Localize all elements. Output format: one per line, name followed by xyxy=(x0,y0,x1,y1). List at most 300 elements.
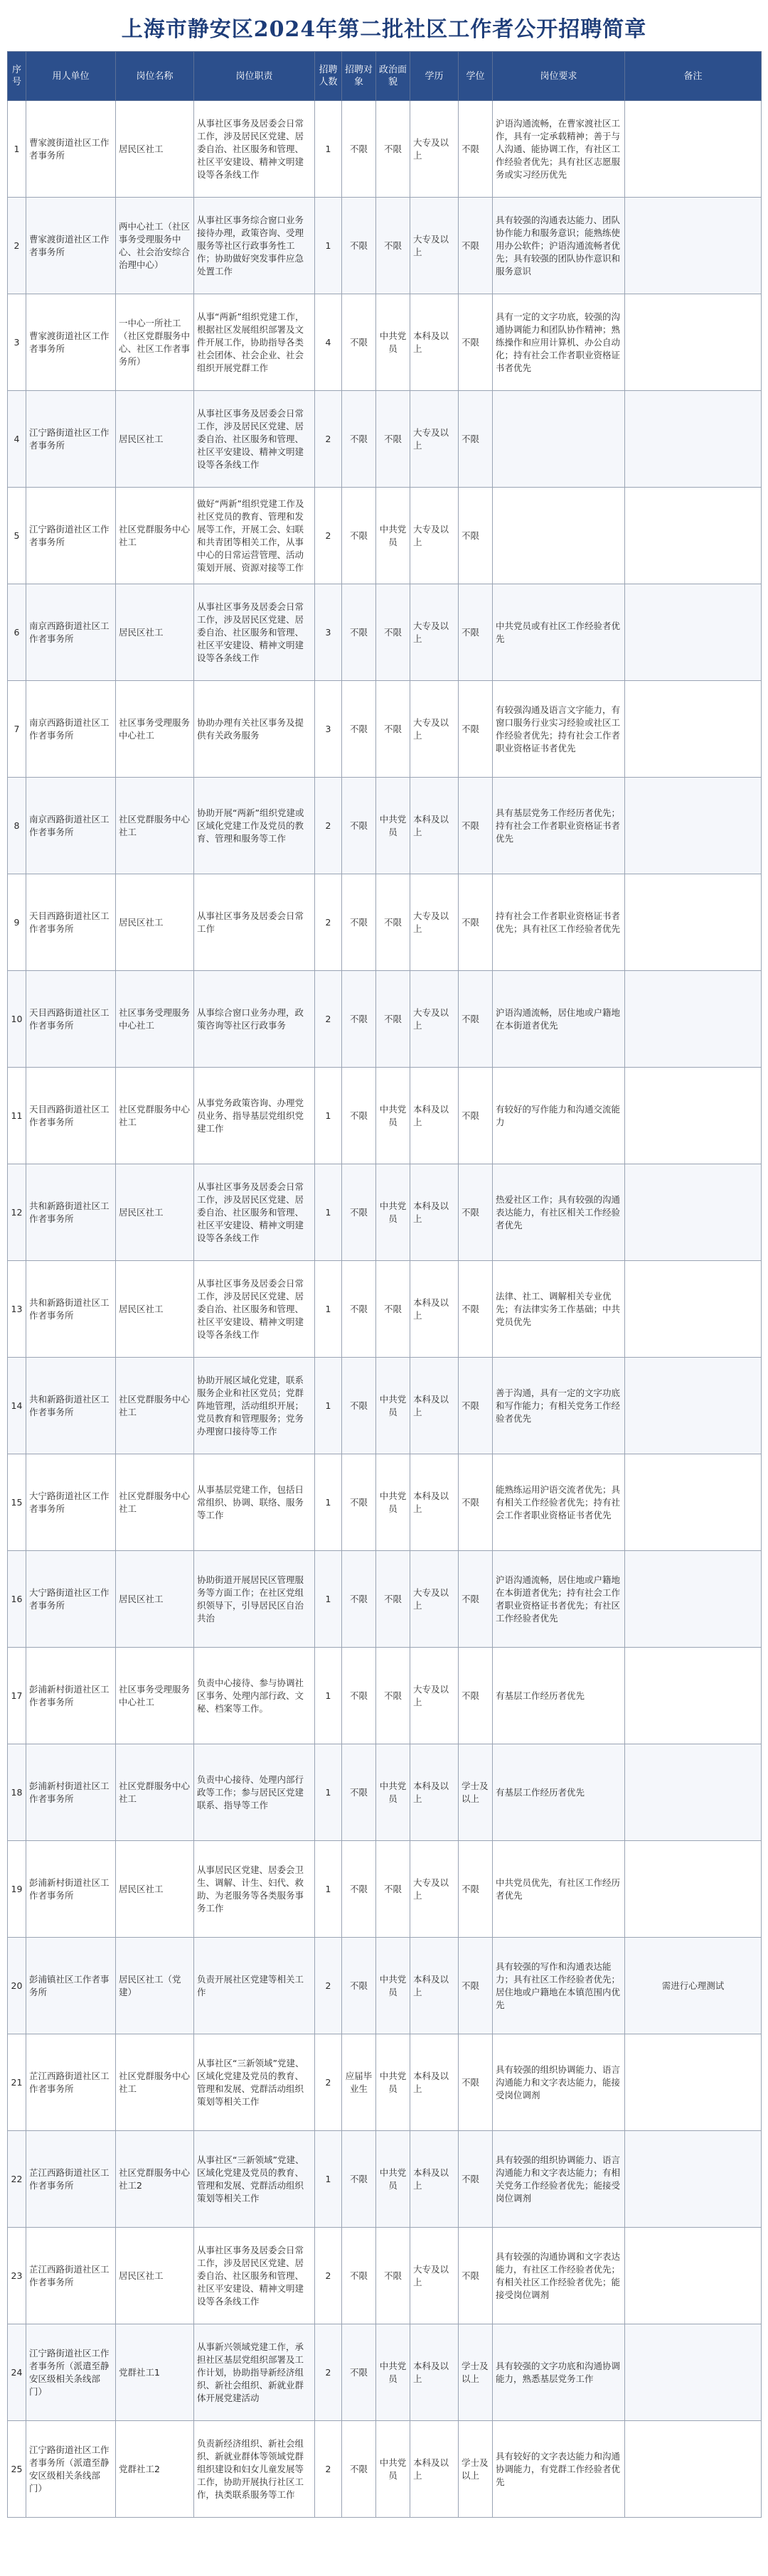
cell-post-text: 居民区社工 xyxy=(119,1303,164,1314)
cell-no xyxy=(8,584,26,681)
cell-degree xyxy=(459,2228,493,2324)
cell-post xyxy=(116,2421,194,2518)
header-duty: 岗位职责 xyxy=(194,52,315,101)
cell-requirements xyxy=(493,1068,625,1164)
cell-requirements xyxy=(493,584,625,681)
cell-no xyxy=(8,2228,26,2324)
cell-target xyxy=(342,101,376,198)
cell-note xyxy=(625,2324,762,2421)
cell-duty-text: 从事“两新”组织党建工作，根据社区发展组织部署及文件开展工作，协助指导各类社会团体、社会企业、社会组织开展党群工作 xyxy=(197,311,304,373)
cell-post-text: 居民区社工（党建） xyxy=(119,1973,181,1997)
table-body xyxy=(8,101,762,2518)
cell-target xyxy=(342,294,376,391)
table-row xyxy=(8,391,762,488)
cell-no xyxy=(8,294,26,391)
cell-education-text: 大专及以上 xyxy=(413,620,449,644)
cell-note xyxy=(625,1551,762,1648)
cell-unit xyxy=(26,1841,116,1938)
table-row xyxy=(8,488,762,584)
cell-requirements xyxy=(493,1454,625,1551)
cell-degree xyxy=(459,778,493,874)
cell-target xyxy=(342,584,376,681)
cell-num xyxy=(315,2324,342,2421)
cell-unit-text: 曹家渡街道社区工作者事务所 xyxy=(29,233,110,257)
cell-num xyxy=(315,584,342,681)
cell-degree xyxy=(459,488,493,584)
cell-degree-text: 不限 xyxy=(462,336,480,348)
cell-num-text: 2 xyxy=(325,916,331,928)
cell-note xyxy=(625,488,762,584)
cell-unit xyxy=(26,1454,116,1551)
table-row xyxy=(8,971,762,1068)
cell-political-text: 中共党员 xyxy=(379,1103,407,1127)
cell-no-text: 19 xyxy=(11,1883,23,1894)
cell-political-text: 中共党员 xyxy=(379,1973,407,1997)
cell-requirements-text: 具有较强的组织协调能力、语言沟通能力和文字表达能力；有相关党务工作经验者优先；能接受岗位调剂 xyxy=(496,2154,621,2204)
cell-target xyxy=(342,1454,376,1551)
cell-degree-text: 不限 xyxy=(462,1690,480,1701)
cell-num xyxy=(315,1938,342,2034)
cell-political xyxy=(376,294,410,391)
cell-duty-text: 协助街道开展居民区管理服务等方面工作；在社区党组织领导下，引导居民区自治共治 xyxy=(197,1574,304,1624)
cell-post-text: 党群社工2 xyxy=(119,2463,160,2474)
cell-political-text: 中共党员 xyxy=(379,1780,407,1804)
cell-education xyxy=(410,2131,459,2228)
cell-num xyxy=(315,294,342,391)
cell-target-text: 不限 xyxy=(349,240,368,251)
cell-education-text: 本科及以上 xyxy=(413,1297,449,1321)
cell-requirements xyxy=(493,488,625,584)
cell-post-text: 社区党群服务中心社工 xyxy=(119,1393,191,1417)
cell-requirements-text: 热爱社区工作；具有较强的沟通表达能力，有社区相关工作经验者优先 xyxy=(496,1193,621,1230)
cell-target-text: 不限 xyxy=(349,1786,368,1798)
table-row xyxy=(8,2228,762,2324)
cell-duty-text: 从事综合窗口业务办理，政策咨询等社区行政事务 xyxy=(197,1007,304,1031)
cell-political-text: 不限 xyxy=(383,916,402,928)
cell-political xyxy=(376,1841,410,1938)
cell-target-text: 不限 xyxy=(349,626,368,638)
header-target: 招聘对象 xyxy=(342,52,376,101)
cell-num xyxy=(315,1068,342,1164)
cell-post xyxy=(116,874,194,971)
cell-duty-text: 从事社区事务及居委会日常工作，涉及居民区党建、居委自治、社区服务和管理、社区平安建设、精神文明建设等各条线工作 xyxy=(197,407,304,470)
cell-education-text: 大专及以上 xyxy=(413,717,449,741)
cell-target xyxy=(342,681,376,778)
cell-education-text: 大专及以上 xyxy=(413,1683,449,1707)
cell-degree-text: 不限 xyxy=(462,1593,480,1604)
cell-num xyxy=(315,1744,342,1841)
cell-unit xyxy=(26,1164,116,1261)
cell-degree xyxy=(459,1744,493,1841)
cell-num xyxy=(315,778,342,874)
cell-target-text: 应届毕业生 xyxy=(345,2070,373,2094)
cell-no xyxy=(8,778,26,874)
cell-target xyxy=(342,874,376,971)
cell-political-text: 不限 xyxy=(383,240,402,251)
cell-requirements xyxy=(493,1358,625,1454)
cell-target xyxy=(342,1551,376,1648)
cell-duty-text: 做好“两新”组织党建工作及社区党员的教育、管理和发展等工作，开展工会、妇联和共青团等相关工作，从事中心的日常运营管理、活动策划开展、资源对接等工作 xyxy=(197,498,304,573)
table-row xyxy=(8,1164,762,1261)
cell-num-text: 2 xyxy=(325,433,331,444)
cell-target xyxy=(342,1358,376,1454)
table-row xyxy=(8,2131,762,2228)
cell-education xyxy=(410,874,459,971)
header-political: 政治面貌 xyxy=(376,52,410,101)
cell-num-text: 1 xyxy=(325,1690,331,1701)
cell-degree-text: 不限 xyxy=(462,916,480,928)
cell-education xyxy=(410,971,459,1068)
cell-duty-text: 从事社区事务及居委会日常工作，涉及居民区党建、居委自治、社区服务和管理、社区平安建设、精神文明建设等各条线工作 xyxy=(197,601,304,663)
cell-no xyxy=(8,101,26,198)
table-row xyxy=(8,1648,762,1744)
cell-education-text: 本科及以上 xyxy=(413,1200,449,1224)
table-row xyxy=(8,1841,762,1938)
cell-unit-text: 天目西路街道社区工作者事务所 xyxy=(29,910,110,934)
table-row xyxy=(8,681,762,778)
cell-degree-text: 不限 xyxy=(462,1496,480,1508)
cell-no xyxy=(8,681,26,778)
cell-duty-text: 负责中心接待、参与协调社区事务、处理内部行政、文秘、档案等工作。 xyxy=(197,1677,304,1714)
cell-unit-text: 大宁路街道社区工作者事务所 xyxy=(29,1490,110,1514)
cell-note xyxy=(625,1164,762,1261)
cell-unit xyxy=(26,681,116,778)
cell-degree-text: 不限 xyxy=(462,2173,480,2184)
cell-post-text: 社区党群服务中心社工 xyxy=(119,523,191,547)
cell-degree-text: 不限 xyxy=(462,1303,480,1314)
cell-requirements xyxy=(493,198,625,294)
cell-no-text: 5 xyxy=(14,530,20,541)
cell-num-text: 2 xyxy=(325,1013,331,1024)
cell-num-text: 4 xyxy=(325,336,331,348)
cell-education-text: 大专及以上 xyxy=(413,523,449,547)
cell-political-text: 中共党员 xyxy=(379,330,407,354)
cell-num-text: 1 xyxy=(325,240,331,251)
cell-requirements xyxy=(493,778,625,874)
cell-target xyxy=(342,1841,376,1938)
cell-education-text: 大专及以上 xyxy=(413,136,449,161)
cell-political-text: 不限 xyxy=(383,1690,402,1701)
cell-education-text: 本科及以上 xyxy=(413,1393,449,1417)
cell-requirements xyxy=(493,1261,625,1358)
cell-education xyxy=(410,778,459,874)
cell-education xyxy=(410,681,459,778)
cell-num xyxy=(315,101,342,198)
cell-education xyxy=(410,1454,459,1551)
cell-no-text: 21 xyxy=(11,2076,23,2088)
cell-num xyxy=(315,1358,342,1454)
cell-post-text: 居民区社工 xyxy=(119,1206,164,1218)
cell-requirements xyxy=(493,1744,625,1841)
cell-education-text: 大专及以上 xyxy=(413,426,449,451)
cell-post-text: 党群社工1 xyxy=(119,2366,160,2378)
cell-political xyxy=(376,2131,410,2228)
cell-education-text: 本科及以上 xyxy=(413,330,449,354)
cell-post-text: 居民区社工 xyxy=(119,2270,164,2281)
header-post: 岗位名称 xyxy=(116,52,194,101)
cell-note xyxy=(625,778,762,874)
cell-political-text: 不限 xyxy=(383,1303,402,1314)
cell-num-text: 2 xyxy=(325,530,331,541)
cell-post xyxy=(116,488,194,584)
cell-political-text: 中共党员 xyxy=(379,523,407,547)
cell-post-text: 社区党群服务中心社工2 xyxy=(119,2167,191,2191)
cell-post-text: 居民区社工 xyxy=(119,1883,164,1894)
cell-target-text: 不限 xyxy=(349,1883,368,1894)
cell-target-text: 不限 xyxy=(349,820,368,831)
cell-note xyxy=(625,1841,762,1938)
cell-requirements-text: 具有较强的文字功底和沟通协调能力，熟悉基层党务工作 xyxy=(496,2360,621,2384)
cell-degree xyxy=(459,584,493,681)
cell-no xyxy=(8,2034,26,2131)
cell-duty-text: 从事基层党建工作，包括日常组织、协调、联络、服务等工作 xyxy=(197,1483,304,1520)
cell-requirements-text: 中共党员优先，有社区工作经历者优先 xyxy=(496,1877,621,1901)
cell-education xyxy=(410,294,459,391)
cell-no-text: 24 xyxy=(11,2366,23,2378)
cell-degree xyxy=(459,874,493,971)
header-requirements: 岗位要求 xyxy=(493,52,625,101)
cell-target xyxy=(342,2228,376,2324)
cell-degree xyxy=(459,681,493,778)
cell-num-text: 2 xyxy=(325,2463,331,2474)
cell-requirements-text: 具有较强的写作和沟通表达能力；具有社区工作经验者优先；居住地或户籍地在本镇范围内优先 xyxy=(496,1960,621,2010)
cell-requirements-text: 法律、社工、调解相关专业优先；有法律实务工作基础；中共党员优先 xyxy=(496,1290,621,1327)
table-row xyxy=(8,294,762,391)
cell-post xyxy=(116,1841,194,1938)
table-row xyxy=(8,198,762,294)
cell-education xyxy=(410,2034,459,2131)
cell-num-text: 1 xyxy=(325,1786,331,1798)
cell-post xyxy=(116,2034,194,2131)
cell-education-text: 本科及以上 xyxy=(413,813,449,837)
cell-no-text: 6 xyxy=(14,626,20,638)
cell-no xyxy=(8,1744,26,1841)
cell-unit xyxy=(26,1744,116,1841)
cell-post xyxy=(116,778,194,874)
cell-num-text: 2 xyxy=(325,2270,331,2281)
cell-unit-text: 曹家渡街道社区工作者事务所 xyxy=(29,136,110,161)
cell-political-text: 中共党员 xyxy=(379,2167,407,2191)
cell-unit-text: 彭浦新村街道社区工作者事务所 xyxy=(29,1683,110,1707)
cell-education-text: 本科及以上 xyxy=(413,1973,449,1997)
cell-duty xyxy=(194,1068,315,1164)
cell-target-text: 不限 xyxy=(349,723,368,734)
cell-num-text: 3 xyxy=(325,723,331,734)
cell-target-text: 不限 xyxy=(349,336,368,348)
cell-education-text: 大专及以上 xyxy=(413,1587,449,1611)
recruitment-table xyxy=(7,51,762,2518)
cell-unit-text: 大宁路街道社区工作者事务所 xyxy=(29,1587,110,1611)
cell-unit-text: 共和新路街道社区工作者事务所 xyxy=(29,1200,110,1224)
cell-education xyxy=(410,101,459,198)
cell-unit-text: 共和新路街道社区工作者事务所 xyxy=(29,1393,110,1417)
cell-note xyxy=(625,294,762,391)
cell-duty-text: 从事社区事务及居委会日常工作，涉及居民区党建、居委自治、社区服务和管理、社区平安建设、精神文明建设等各条线工作 xyxy=(197,1277,304,1340)
cell-requirements-text: 有基层工作经历者优先 xyxy=(496,1786,585,1798)
cell-target-text: 不限 xyxy=(349,2270,368,2281)
cell-degree-text: 不限 xyxy=(462,1206,480,1218)
cell-post-text: 一中心一所社工（社区党群服务中心、社区工作者事务所） xyxy=(119,317,191,367)
cell-political-text: 不限 xyxy=(383,2270,402,2281)
cell-unit xyxy=(26,2228,116,2324)
cell-post-text: 社区事务受理服务中心社工 xyxy=(119,717,191,741)
cell-education xyxy=(410,1068,459,1164)
cell-no-text: 17 xyxy=(11,1690,23,1701)
cell-political xyxy=(376,2421,410,2518)
cell-duty-text: 从事社区事务及居委会日常工作，涉及居民区党建、居委自治、社区服务和管理、社区平安建设、精神文明建设等各条线工作 xyxy=(197,1181,304,1243)
cell-requirements-text: 有基层工作经历者优先 xyxy=(496,1690,585,1701)
cell-num xyxy=(315,1841,342,1938)
cell-requirements xyxy=(493,2228,625,2324)
cell-education-text: 本科及以上 xyxy=(413,1780,449,1804)
cell-target xyxy=(342,488,376,584)
cell-note xyxy=(625,1938,762,2034)
cell-requirements xyxy=(493,1938,625,2034)
cell-target-text: 不限 xyxy=(349,1593,368,1604)
cell-requirements-text: 具有一定的文字功底，较强的沟通协调能力和团队协作精神；熟练操作和应用计算机、办公自动化；持有社会工作者职业资格证书者优先 xyxy=(496,311,621,373)
cell-political xyxy=(376,1648,410,1744)
cell-num xyxy=(315,488,342,584)
cell-degree-text: 不限 xyxy=(462,1013,480,1024)
cell-unit xyxy=(26,294,116,391)
cell-num-text: 3 xyxy=(325,626,331,638)
cell-education xyxy=(410,198,459,294)
cell-num xyxy=(315,874,342,971)
cell-degree-text: 不限 xyxy=(462,2076,480,2088)
cell-no-text: 23 xyxy=(11,2270,23,2281)
cell-duty xyxy=(194,1744,315,1841)
cell-post-text: 两中心社工（社区事务受理服务中心、社会治安综合治理中心） xyxy=(119,220,191,270)
cell-duty-text: 从事新兴领域党建工作，承担社区基层党组织部署及工作计划，协助指导新经济组织、新社会组织、新就业群体开展党建活动 xyxy=(197,2341,304,2403)
cell-unit xyxy=(26,1938,116,2034)
table-header-row xyxy=(8,52,762,101)
cell-no xyxy=(8,874,26,971)
cell-duty xyxy=(194,391,315,488)
cell-post xyxy=(116,1551,194,1648)
cell-duty xyxy=(194,1551,315,1648)
cell-no-text: 14 xyxy=(11,1400,23,1411)
cell-political xyxy=(376,2324,410,2421)
cell-education xyxy=(410,1648,459,1744)
cell-no-text: 4 xyxy=(14,433,20,444)
cell-requirements xyxy=(493,2131,625,2228)
cell-education-text: 本科及以上 xyxy=(413,1103,449,1127)
cell-duty-text: 负责新经济组织、新社会组织、新就业群体等领域党群组织建设和妇女儿童发展等工作，协助开展执行社区工作，执类联系服务等工作 xyxy=(197,2437,304,2500)
cell-unit xyxy=(26,1648,116,1744)
cell-political-text: 中共党员 xyxy=(379,813,407,837)
cell-target-text: 不限 xyxy=(349,1400,368,1411)
cell-num-text: 1 xyxy=(325,1303,331,1314)
cell-post xyxy=(116,391,194,488)
cell-requirements xyxy=(493,2034,625,2131)
cell-duty xyxy=(194,1164,315,1261)
cell-unit-text: 芷江西路街道社区工作者事务所 xyxy=(29,2070,110,2094)
cell-degree-text: 不限 xyxy=(462,530,480,541)
cell-requirements xyxy=(493,1648,625,1744)
cell-post xyxy=(116,1358,194,1454)
cell-requirements xyxy=(493,1164,625,1261)
cell-post-text: 居民区社工 xyxy=(119,433,164,444)
cell-unit-text: 彭浦新村街道社区工作者事务所 xyxy=(29,1877,110,1901)
cell-target-text: 不限 xyxy=(349,1496,368,1508)
table-row xyxy=(8,2034,762,2131)
cell-no-text: 11 xyxy=(11,1110,23,1121)
cell-political xyxy=(376,874,410,971)
cell-num-text: 1 xyxy=(325,1110,331,1121)
cell-degree-text: 不限 xyxy=(462,1883,480,1894)
cell-duty-text: 从事居民区党建、居委会卫生、调解、计生、妇代、救助、为老服务等各类服务事务工作 xyxy=(197,1864,304,1914)
cell-degree xyxy=(459,2131,493,2228)
header-no: 序号 xyxy=(8,52,26,101)
cell-unit xyxy=(26,1068,116,1164)
cell-degree xyxy=(459,2324,493,2421)
cell-note xyxy=(625,101,762,198)
cell-no-text: 8 xyxy=(14,820,20,831)
cell-target-text: 不限 xyxy=(349,1110,368,1121)
cell-unit-text: 彭浦镇社区工作者事务所 xyxy=(29,1973,110,1997)
cell-target xyxy=(342,971,376,1068)
header-num: 招聘人数 xyxy=(315,52,342,101)
cell-duty xyxy=(194,1261,315,1358)
cell-unit-text: 江宁路街道社区工作者事务所（派遣至静安区级相关条线部门） xyxy=(29,2444,110,2494)
cell-degree-text: 不限 xyxy=(462,1400,480,1411)
cell-political-text: 不限 xyxy=(383,723,402,734)
cell-unit xyxy=(26,101,116,198)
cell-political-text: 中共党员 xyxy=(379,1200,407,1224)
cell-political xyxy=(376,101,410,198)
cell-requirements xyxy=(493,2421,625,2518)
cell-education xyxy=(410,391,459,488)
cell-requirements-text: 善于沟通，具有一定的文字功底和写作能力；有相关党务工作经验者优先 xyxy=(496,1387,621,1424)
cell-unit xyxy=(26,1551,116,1648)
cell-note xyxy=(625,2034,762,2131)
cell-duty xyxy=(194,2421,315,2518)
cell-degree xyxy=(459,294,493,391)
cell-post xyxy=(116,971,194,1068)
cell-duty-text: 从事社区事务及居委会日常工作 xyxy=(197,910,304,934)
cell-political-text: 不限 xyxy=(383,1013,402,1024)
cell-duty-text: 协助开展“两新”组织党建或区域化党建工作及党员的教育、管理和服务等工作 xyxy=(197,807,304,844)
cell-education xyxy=(410,1841,459,1938)
cell-post xyxy=(116,2228,194,2324)
cell-no xyxy=(8,391,26,488)
table-row xyxy=(8,101,762,198)
cell-target-text: 不限 xyxy=(349,433,368,444)
cell-duty-text: 负责开展社区党建等相关工作 xyxy=(197,1973,304,1997)
cell-unit-text: 江宁路街道社区工作者事务所 xyxy=(29,523,110,547)
cell-target-text: 不限 xyxy=(349,2366,368,2378)
cell-requirements-text: 具有较强的沟通表达能力、团队协作能力和服务意识；能熟练使用办公软件；沪语沟通流畅者优先；具有较强的团队协作意识和服务意识 xyxy=(496,214,621,277)
cell-degree xyxy=(459,1261,493,1358)
cell-no xyxy=(8,1164,26,1261)
cell-political-text: 不限 xyxy=(383,143,402,154)
table-row xyxy=(8,1744,762,1841)
cell-target-text: 不限 xyxy=(349,1980,368,1991)
cell-political-text: 中共党员 xyxy=(379,2457,407,2481)
cell-no-text: 15 xyxy=(11,1496,23,1508)
cell-requirements-text: 持有社会工作者职业资格证书者优先；具有社区工作经验者优先 xyxy=(496,910,621,934)
cell-degree xyxy=(459,391,493,488)
cell-unit-text: 芷江西路街道社区工作者事务所 xyxy=(29,2167,110,2191)
cell-target xyxy=(342,1648,376,1744)
cell-duty-text: 从事社区事务综合窗口业务接待办理，政策咨询、受理服务等社区行政事务性工作；协助做好突发事件应急处置工作 xyxy=(197,214,304,277)
cell-unit-text: 彭浦新村街道社区工作者事务所 xyxy=(29,1780,110,1804)
cell-requirements-text: 有较强沟通及语言文字能力，有窗口服务行业实习经验或社区工作经验者优先；持有社会工作者职业资格证书者优先 xyxy=(496,704,621,753)
cell-education xyxy=(410,2421,459,2518)
cell-duty xyxy=(194,584,315,681)
header-unit: 用人单位 xyxy=(26,52,116,101)
cell-degree-text: 不限 xyxy=(462,1110,480,1121)
